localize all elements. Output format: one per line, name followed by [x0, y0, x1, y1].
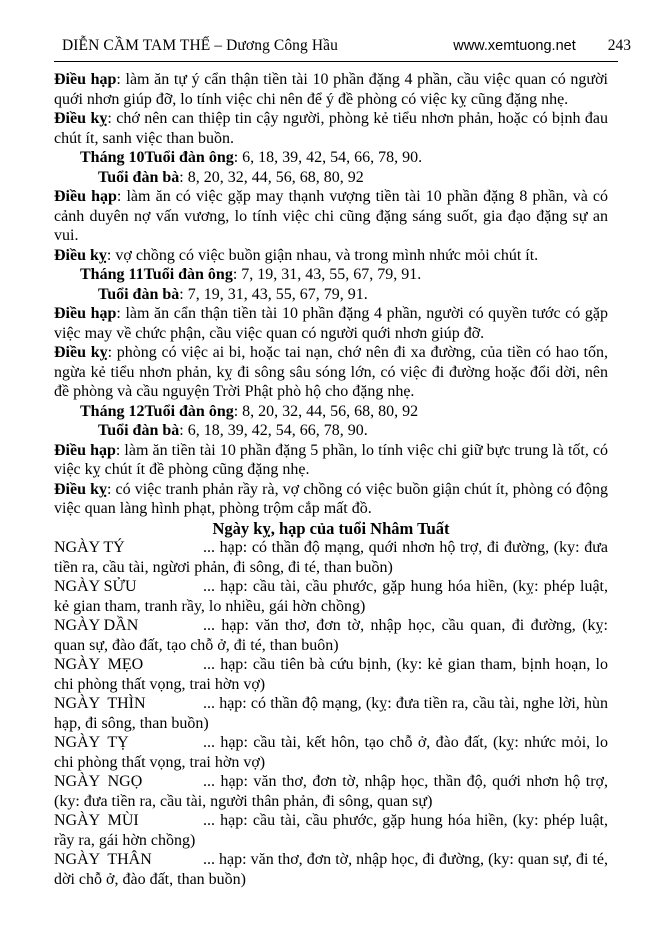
paragraph-text: : 6, 18, 39, 42, 54, 66, 78, 90.: [233, 149, 423, 166]
book-title: DIỄN CẦM TAM THẾ – Dương Công Hầu: [62, 37, 338, 54]
paragraph-text: : vợ chồng có việc buồn giận nhau, và trong mình nhức mỏi chút ít.: [106, 246, 539, 264]
day-name-label: NGÀY TÝ: [54, 539, 125, 556]
day-row: [54, 577, 608, 616]
paragraph-label: Tuổi đàn bà: [98, 168, 180, 186]
day-name-label: NGÀY THÂN: [54, 851, 152, 868]
day-name-label: NGÀY NGỌ: [54, 773, 143, 790]
paragraph-label: Điều hạp: [54, 305, 117, 322]
day-name-label: NGÀY MÙI: [54, 812, 139, 829]
paragraph-text: : phòng có việc ai bi, hoặc tai nạn, chớ nên đi xa đường, của tiền có hao tốn, ngừa kẻ tiểu nhơn phản, kỵ đi sông sâu sóng lớn, có việc đi đường hoặc đổi dời, nên đề phòng và cầu nguyện Trời Phật phò hộ cho đặng nhẹ.: [54, 344, 608, 400]
day-row: [54, 538, 608, 577]
text-paragraph: [54, 187, 608, 246]
day-name-label: NGÀY DẦN: [54, 617, 139, 634]
text-paragraph: [54, 246, 608, 266]
paragraph-label: Điều kỵ: [54, 246, 107, 264]
paragraph-text: ... hạp: có thần độ mạng, quới nhơn hộ trợ, đi đường, (ky: đưa tiền ra, cầu tài, ngừơi phản, đi sông, đi té, than buồn): [54, 539, 608, 576]
paragraph-label: Điều hạp: [54, 71, 117, 88]
text-paragraph: [54, 148, 608, 168]
day-row: [54, 850, 608, 889]
paragraph-text: : có việc tranh phản rầy rà, vợ chồng có việc buồn giận chút ít, phòng có động việc quan làng hình phạt, phòng trộm cắp mất đồ.: [54, 480, 608, 517]
text-paragraph: [54, 70, 608, 109]
paragraph-text: ... hạp: cầu tài, kết hôn, tạo chỗ ở, đào đất, (kỵ: nhức mỏi, lo chi phòng thất vọng, trai hờn vợ): [54, 734, 608, 771]
website-url: www.xemtuong.net: [453, 38, 576, 54]
content: [54, 70, 608, 889]
text-paragraph: [54, 285, 608, 305]
paragraph-label: Tháng 12Tuổi đàn ông: [80, 402, 234, 420]
paragraph-text: : làm ăn tiền tài 10 phần đặng 5 phần, lo tính việc chi giữ bực trung là tốt, có việc kỵ chút ít đề phòng cũng đặng nhẹ.: [54, 441, 609, 478]
paragraph-text: ... hạp: cầu tài, cầu phước, gặp hung hóa hiền, (ky: phép luật, rầy ra, gái hờn chồng): [54, 812, 608, 849]
paragraph-label: Điều kỵ: [54, 344, 108, 361]
header-divider: [54, 61, 618, 62]
text-paragraph: [54, 109, 608, 148]
paragraph-label: Điều kỵ: [54, 110, 108, 127]
text-paragraph: [54, 265, 608, 285]
paragraph-text: : làm ăn cẩn thận tiền tài 10 phần đặng 4 phần, người có quyền tước có gặp việc may về chức phận, cầu việc quan có người quới nhơn giúp đỡ.: [54, 305, 608, 342]
paragraph-label: Tháng 10Tuổi đàn ông: [80, 149, 234, 166]
day-name-label: NGÀY SỬU: [54, 578, 137, 595]
paragraph-label: Tuổi đàn bà: [98, 422, 180, 439]
paragraph-text: ... hạp: văn thơ, đơn tờ, nhập học, cầu quan, đi đường, (kỵ: quan sự, đào đất, tạo chỗ ở, đi té, than buôn): [54, 617, 608, 654]
paragraph-text: : làm ăn có việc gặp may thạnh vượng tiền tài 10 phần đặng 8 phần, và có cảnh duyên nợ vấn vương, lo tính việc chi cũng đặng sáng suốt, gia đạo đặng sự an vui.: [54, 188, 609, 244]
text-paragraph: [54, 402, 608, 422]
page-header: [62, 37, 631, 55]
day-row: [54, 811, 608, 850]
paragraph-text: ... hạp: cầu tiên bà cứu bịnh, (ky: kẻ gian tham, bịnh hoạn, lo chi phòng thất vọng, trai hờn vợ): [54, 656, 608, 693]
text-paragraph: [54, 421, 608, 441]
text-paragraph: [54, 168, 608, 188]
paragraph-text: ... hạp: có thần độ mạng, (kỵ: đưa tiền ra, cầu tài, nghe lời, hùn hạp, đi sông, than buồn): [54, 695, 608, 732]
day-name-label: NGÀY THÌN: [54, 695, 146, 712]
paragraph-label: Điều hạp: [54, 441, 116, 459]
paragraph-label: Tháng 11Tuổi đàn ông: [80, 266, 233, 283]
paragraph-text: : 7, 19, 31, 43, 55, 67, 79, 91.: [179, 285, 368, 303]
day-row: [54, 655, 608, 694]
paragraph-text: : 7, 19, 31, 43, 55, 67, 79, 91.: [232, 266, 422, 283]
day-row: [54, 772, 608, 811]
section-heading: Ngày kỵ, hạp của tuổi Nhâm Tuất: [212, 518, 450, 538]
page-number: 243: [607, 37, 631, 54]
paragraph-text: : 6, 18, 39, 42, 54, 66, 78, 90.: [179, 422, 368, 439]
paragraph-text: : chớ nên can thiệp tin cậy người, phòng kẻ tiểu nhơn phản, hoặc có bịnh đau chút ít, sanh việc than buồn.: [54, 110, 609, 147]
paragraph-label: Điều hạp: [54, 188, 117, 205]
paragraph-text: ... hạp: cầu tài, cầu phước, gặp hung hóa hiền, (kỵ: phép luật, kẻ gian tham, tranh rầy, lo nhiều, gái hờn chồng): [54, 578, 608, 615]
header-right: [453, 37, 631, 55]
paragraph-label: Điều kỵ: [54, 480, 107, 498]
day-name-label: NGÀY MẸO: [54, 656, 144, 673]
text-paragraph: [54, 304, 608, 343]
text-paragraph: [54, 343, 608, 402]
paragraph-text: : làm ăn tự ý cẩn thận tiền tài 10 phần đặng 4 phần, cầu việc quan có người quới nhơn giúp đỡ, lo tính việc chi nên để ý đề phòng có việc kỵ cũng đặng nhẹ.: [54, 71, 608, 108]
day-name-label: NGÀY TỴ: [54, 734, 129, 751]
paragraph-label: Tuổi đàn bà: [98, 285, 180, 303]
paragraph-text: ... hạp: văn thơ, đơn tờ, nhập học, đi đường, (ky: quan sự, đi té, dời chỗ ở, đào đất, than buồn): [54, 851, 608, 888]
paragraph-text: ... hạp: văn thơ, đơn tờ, nhập học, thần độ, quới nhơn hộ trợ, (ky: đưa tiền ra, cầu tài, người thân phản, đi sông, quan sự): [54, 773, 608, 810]
day-row: [54, 733, 608, 772]
paragraph-text: : 8, 20, 32, 44, 56, 68, 80, 92: [179, 168, 364, 186]
text-paragraph: [54, 441, 608, 480]
text-paragraph: [54, 480, 608, 519]
day-row: [54, 694, 608, 733]
day-row: [54, 616, 608, 655]
paragraph-text: : 8, 20, 32, 44, 56, 68, 80, 92: [233, 402, 419, 420]
